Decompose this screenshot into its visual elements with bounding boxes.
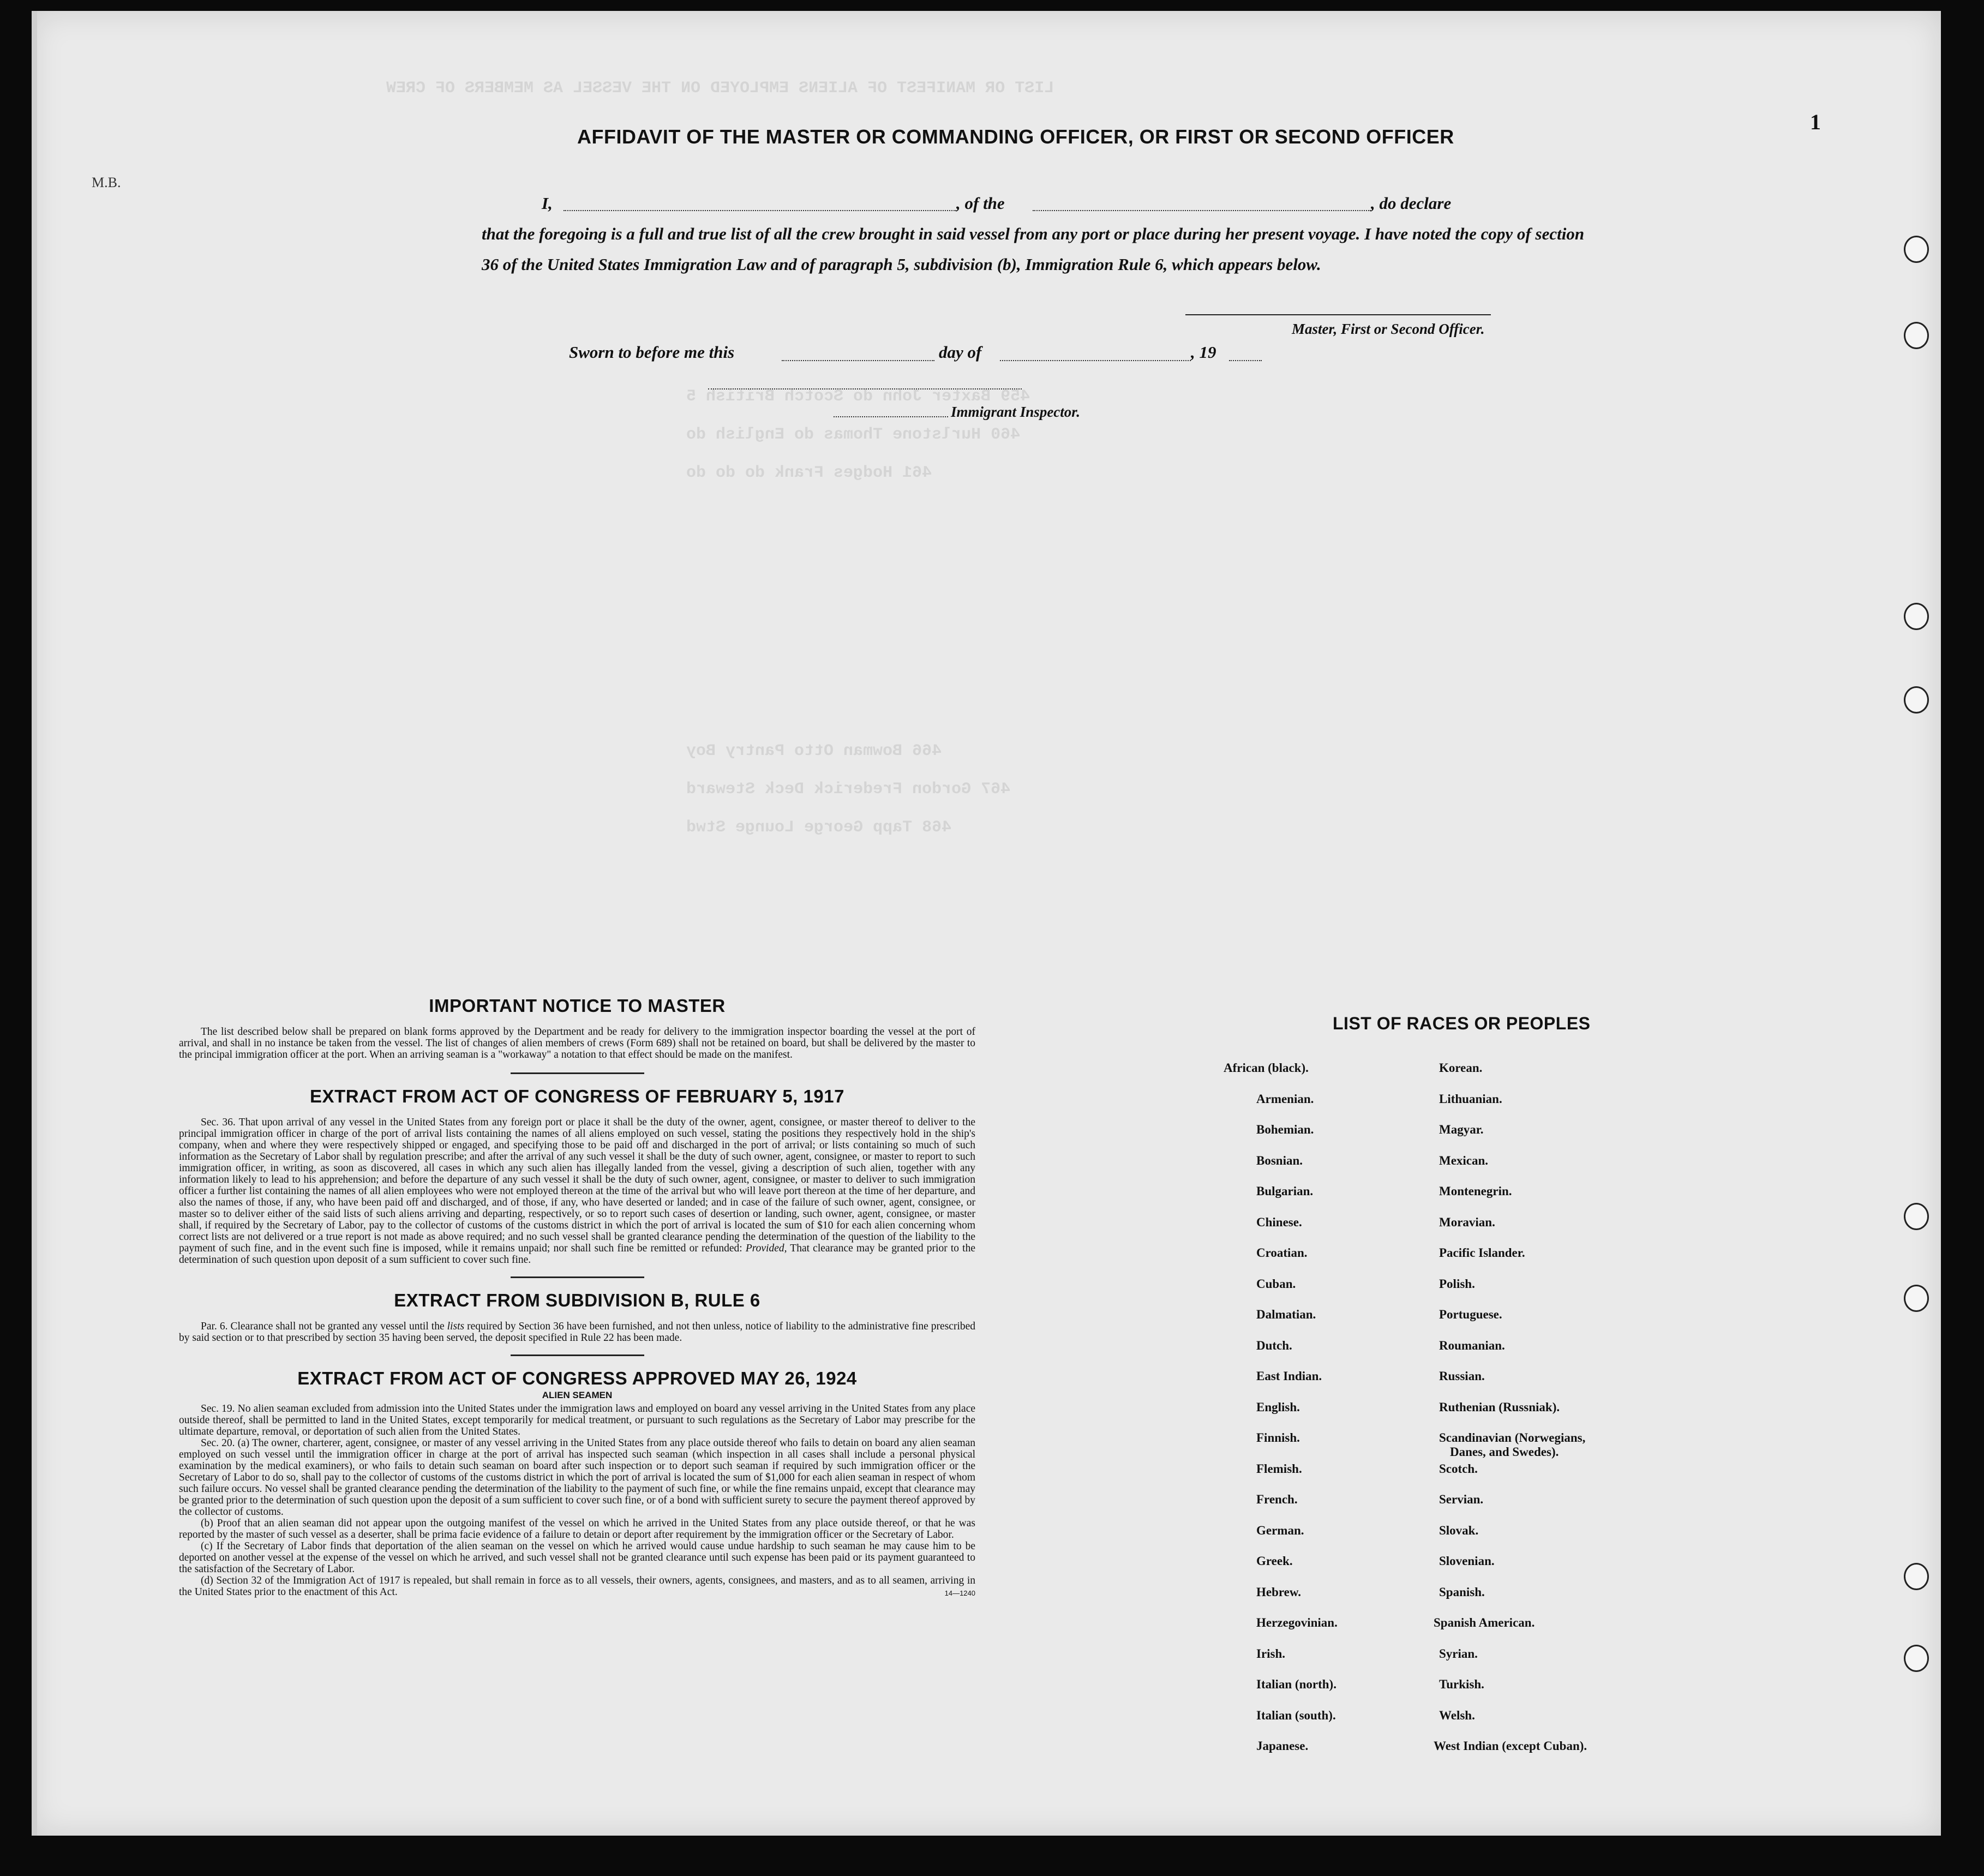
punch-hole: [1904, 1645, 1929, 1672]
race-item: Hebrew.: [1256, 1585, 1301, 1599]
extract-1924-sec20c: (c) If the Secretary of Labor finds that deportation of the alien seaman on the vessel on which he arrived would cause undue hardship to such seaman he may cause him to be deported on another vessel at the expense of the vessel on which he arrived, and such vessel shall not be granted clearance until such expense has been paid or its payment guaranteed to the satisfaction of the Secretary of Labor.: [179, 1541, 975, 1575]
race-item: Finnish.: [1256, 1431, 1300, 1445]
punch-hole: [1904, 236, 1929, 263]
extract-rule6-lists: lists: [447, 1321, 465, 1332]
inspector-signature-line[interactable]: [708, 388, 1022, 389]
master-label: Master, First or Second Officer.: [1292, 321, 1485, 337]
race-item: African (black).: [1224, 1061, 1309, 1075]
extract-1924-sec20d: (d) Section 32 of the Immigration Act of 1917 is repealed, but shall remain in force as to all vessels, their owners, agents, consignees, and masters, and as to all seamen, arriving in the United States prior to the enactment of this Act.: [179, 1575, 975, 1598]
extract-rule6-a: Par. 6. Clearance shall not be granted any vessel until the: [201, 1321, 445, 1332]
race-item: Irish.: [1256, 1646, 1286, 1661]
notice-section: [179, 996, 975, 1597]
bleed-through-text: 468 Tapp George Lounge Stwd: [686, 818, 952, 837]
extract-rule6-text: [179, 1321, 975, 1344]
extract-1917-text: [179, 1117, 975, 1266]
inspector-dots: [834, 416, 948, 417]
race-item: Roumanian.: [1439, 1338, 1505, 1352]
race-item: Dalmatian.: [1256, 1308, 1316, 1321]
race-item: Chinese.: [1256, 1215, 1302, 1229]
race-item: Ruthenian (Russniak).: [1439, 1400, 1560, 1414]
extract-1917-title: EXTRACT FROM ACT OF CONGRESS OF FEBRUARY 5, 1917: [310, 1086, 844, 1106]
race-item: East Indian.: [1256, 1369, 1322, 1383]
bleed-through-header: LIST OR MANIFEST OF ALIENS EMPLOYED ON THE VESSEL AS MEMBERS OF CREW: [386, 79, 1054, 98]
document-page: [32, 11, 1941, 1836]
extract-1924-sec19: [179, 1403, 975, 1437]
extract-1924-title: EXTRACT FROM ACT OF CONGRESS APPROVED MAY 26, 1924: [297, 1368, 857, 1388]
race-item: Portuguese.: [1439, 1308, 1502, 1321]
race-item: Pacific Islander.: [1439, 1246, 1525, 1260]
affidavit-i: I,: [542, 194, 553, 213]
master-signature-line[interactable]: [1185, 314, 1491, 315]
race-item: Mexican.: [1439, 1153, 1489, 1167]
affidavit-text: that the foregoing is a full and true list of all the crew brought in said vessel from any port or place during her present voyage. I have noted the copy of section 36 of the United States Immigration Law and of paragraph 5, subdivision (b), Immigration Rule 6, which appears below.: [482, 224, 1585, 274]
race-item: Russian.: [1439, 1369, 1485, 1383]
race-item: Dutch.: [1256, 1338, 1292, 1352]
extract-1917-proviso: Provided,: [745, 1243, 787, 1254]
punch-hole: [1904, 1285, 1929, 1312]
race-item: Japanese.: [1256, 1739, 1309, 1753]
sworn-year: , 19: [1191, 343, 1216, 362]
punch-hole: [1904, 322, 1929, 349]
sec19-label: Sec. 19.: [201, 1403, 235, 1415]
page-edge: [32, 11, 37, 1836]
race-item: Syrian.: [1439, 1646, 1478, 1661]
race-item: Moravian.: [1439, 1215, 1495, 1229]
race-item: Herzegovinian.: [1256, 1616, 1338, 1629]
race-item: Welsh.: [1439, 1708, 1475, 1722]
race-item: Servian.: [1439, 1493, 1484, 1506]
race-item: Scotch.: [1439, 1461, 1478, 1476]
race-item: Armenian.: [1256, 1092, 1314, 1106]
inspector-label: Immigrant Inspector.: [951, 404, 1081, 420]
race-item: Slovak.: [1439, 1523, 1479, 1537]
race-item: Bulgarian.: [1256, 1184, 1314, 1198]
race-item: Slovenian.: [1439, 1554, 1495, 1568]
races-title: LIST OF RACES OR PEOPLES: [1333, 1014, 1591, 1033]
form-number: 14—1240: [944, 1589, 975, 1597]
affidavit-title: AFFIDAVIT OF THE MASTER OR COMMANDING OFFICER, OR FIRST OR SECOND OFFICER: [577, 125, 1454, 148]
race-item: Flemish.: [1256, 1461, 1302, 1476]
race-item: Cuban.: [1256, 1276, 1296, 1291]
sworn-year-blank[interactable]: [1229, 360, 1262, 361]
sec19-body: No alien seaman excluded from admission into the United States under the immigration laws and employed on board any vessel arriving in the United States from any place outside thereof, shall be permitted to land in the United States, except temporarily for medical treatment, or pursuant to such regulations as the Secretary of Labor may prescribe for the ultimate departure, removal, or deportation of such alien from the United States.: [179, 1403, 976, 1437]
notice-text: The list described below shall be prepared on blank forms approved by the Department and be ready for delivery to the immigration inspector boarding the vessel at the port of arrival, and shall in no instance be taken from the vessel. The list of changes of alien members of crews (Form 689) shall not be retained on board, but shall be delivered by the master to the principal immigration officer at the port. When an arriving seaman is a "workaway" a notation to that effect should be made on the manifest.: [179, 1026, 975, 1060]
race-item: Korean.: [1439, 1061, 1483, 1075]
divider: [511, 1276, 644, 1278]
race-item: Spanish.: [1439, 1585, 1485, 1599]
race-item: Danes, and Swedes).: [1450, 1445, 1559, 1459]
sworn-month-blank[interactable]: [1000, 360, 1191, 361]
race-item: Croatian.: [1256, 1246, 1308, 1260]
extract-1924-sec20b: (b) Proof that an alien seaman did not appear upon the outgoing manifest of the vessel on which he arrived in the United States from any place outside thereof, or that he was reported by the master of such vessel as a deserter, shall be prima facie evidence of a failure to detain or deport after requirement by the immigration officer or the Secretary of Labor.: [179, 1518, 975, 1541]
race-item: West Indian (except Cuban).: [1434, 1739, 1587, 1753]
race-item: English.: [1256, 1400, 1300, 1414]
race-item: Spanish American.: [1434, 1616, 1535, 1629]
name-blank[interactable]: [564, 210, 956, 211]
vessel-blank[interactable]: [1033, 210, 1371, 211]
extract-rule6-title: EXTRACT FROM SUBDIVISION B, RULE 6: [394, 1290, 760, 1310]
race-item: Polish.: [1439, 1276, 1475, 1291]
extract-rule6-b: required by Section 36 have been furnished, and not then unless, notice of liability to the administrative fine prescribed by said section or to that prescribed by section 35 having been served, the deposit specified in Rule 22 has been made.: [179, 1321, 976, 1344]
race-item: Scandinavian (Norwegians,: [1439, 1431, 1586, 1445]
bleed-through-text: 461 Hodges Frank do do do: [686, 464, 932, 482]
race-item: Lithuanian.: [1439, 1092, 1502, 1106]
race-item: Turkish.: [1439, 1677, 1484, 1691]
race-item: Italian (south).: [1256, 1708, 1336, 1722]
affidavit-of-the: , of the: [956, 194, 1005, 213]
sec20-label: Sec. 20.: [201, 1437, 235, 1449]
bleed-through-text: 460 Hurlstone Thomas do English do: [686, 425, 1021, 444]
divider: [511, 1072, 644, 1074]
race-item: Greek.: [1256, 1554, 1293, 1568]
punch-hole: [1904, 1563, 1929, 1590]
punch-hole: [1904, 603, 1929, 630]
bleed-through-text: 466 Bowman Otto Pantry Boy: [686, 742, 942, 760]
sworn-day: day of: [939, 343, 982, 362]
race-item: French.: [1256, 1493, 1298, 1506]
bleed-through-text: 467 Gordon Frederick Deck Steward: [686, 780, 1011, 799]
affidavit-do-declare: , do declare: [1371, 194, 1452, 213]
race-item: Magyar.: [1439, 1123, 1484, 1136]
margin-mark: M.B.: [92, 175, 121, 190]
race-item: German.: [1256, 1523, 1304, 1537]
punch-hole: [1904, 1203, 1929, 1230]
race-item: Montenegrin.: [1439, 1184, 1512, 1198]
race-item: Bosnian.: [1256, 1153, 1303, 1167]
sworn-prefix: Sworn to before me this: [569, 343, 735, 362]
notice-title: IMPORTANT NOTICE TO MASTER: [429, 996, 726, 1016]
bleed-through-text: 459 Baxter John do Scotch British 5: [686, 387, 1030, 406]
punch-hole: [1904, 686, 1929, 714]
sec20a-body: (a) The owner, charterer, agent, consignee, or master of any vessel arriving in the United States from any place outside thereof who fails to detain on board any alien seaman employed on such vessel until the immigration officer in charge at the port of arrival has inspected such seaman (which inspection in all cases shall include a personal physical examination by the medical examiners), or who fails to detain such seaman on board after such inspection or to deport such seaman if required by such immigration officer or the Secretary of Labor to do so, shall pay to the collector of customs of the customs district in which the port of arrival is located the sum of $1,000 for each alien seaman in respect of whom such failure occurs. No vessel shall be granted clearance pending the determination of the liability to the payment of such fine, or while the fine remains unpaid, except that clearance may be granted prior to the determination of such question upon the deposit of a sum sufficient to cover such fine, or of a bond with sufficient surety to secure the payment thereof approved by the collector of customs.: [179, 1437, 976, 1518]
sworn-line: [569, 343, 1278, 364]
extract-1917-body: That upon arrival of any vessel in the United States from any foreign port or place it shall be the duty of the owner, agent, consignee, or master thereof to deliver to the principal immigration officer in charge of the port of arrival lists containing the names of all aliens employed on such vessel, stating the positions they respectively hold in the ship's company, when and where they were respectively shipped or engaged, and specifying those to be paid off and discharged in the port of arrival; or lists containing so much of such information as the Secretary of Labor shall by regulation prescribe; and after the arrival of any such vessel it shall be the duty of such owner, agent, consignee, or master to report to such immigration officer, in writing, as soon as discovered, all cases in which any such alien has illegally landed from the vessel, giving a description of such alien, together with any information likely to lead to his apprehension; and before the departure of any such vessel it shall be the duty of such owner, agent, consignee, or master to deliver to such immigration officer a further list containing the names of all alien employees who were not employed thereon at the time of the arrival but who will leave port thereon at the time of her departure, and also the names of those, if any, who have been paid off and discharged, and of those, if any, who have deserted or landed; and in case of the failure of such owner, agent, consignee, or master so to deliver either of the said lists of such aliens arriving and departing, respectively, or so to report such cases of desertion or landing, such owner, agent, consignee, or master shall, if required by the Secretary of Labor, pay to the collector of customs of the customs district in which the port of arrival is located the sum of $10 for each alien concerning whom correct lists are not delivered or a true report is not made as above required; and no such vessel shall be granted clearance pending the determination of the question of the liability to the payment of such fine, and in the event such fine is imposed, while it remains unpaid; nor shall such fine be remitted or refunded:: [179, 1117, 976, 1254]
race-item: Italian (north).: [1256, 1677, 1336, 1691]
divider: [511, 1354, 644, 1356]
race-item: Bohemian.: [1256, 1123, 1314, 1136]
extract-1924-sec20a: [179, 1437, 975, 1518]
extract-1917-end: That clearance may be granted prior to the determination of such question upon deposit of a sum sufficient to cover such fine.: [179, 1243, 975, 1266]
sworn-day-blank[interactable]: [782, 360, 934, 361]
extract-1924-subtitle: ALIEN SEAMEN: [542, 1390, 613, 1400]
extract-1917-sec: Sec. 36.: [201, 1117, 236, 1128]
page-number: 1: [1810, 110, 1821, 134]
